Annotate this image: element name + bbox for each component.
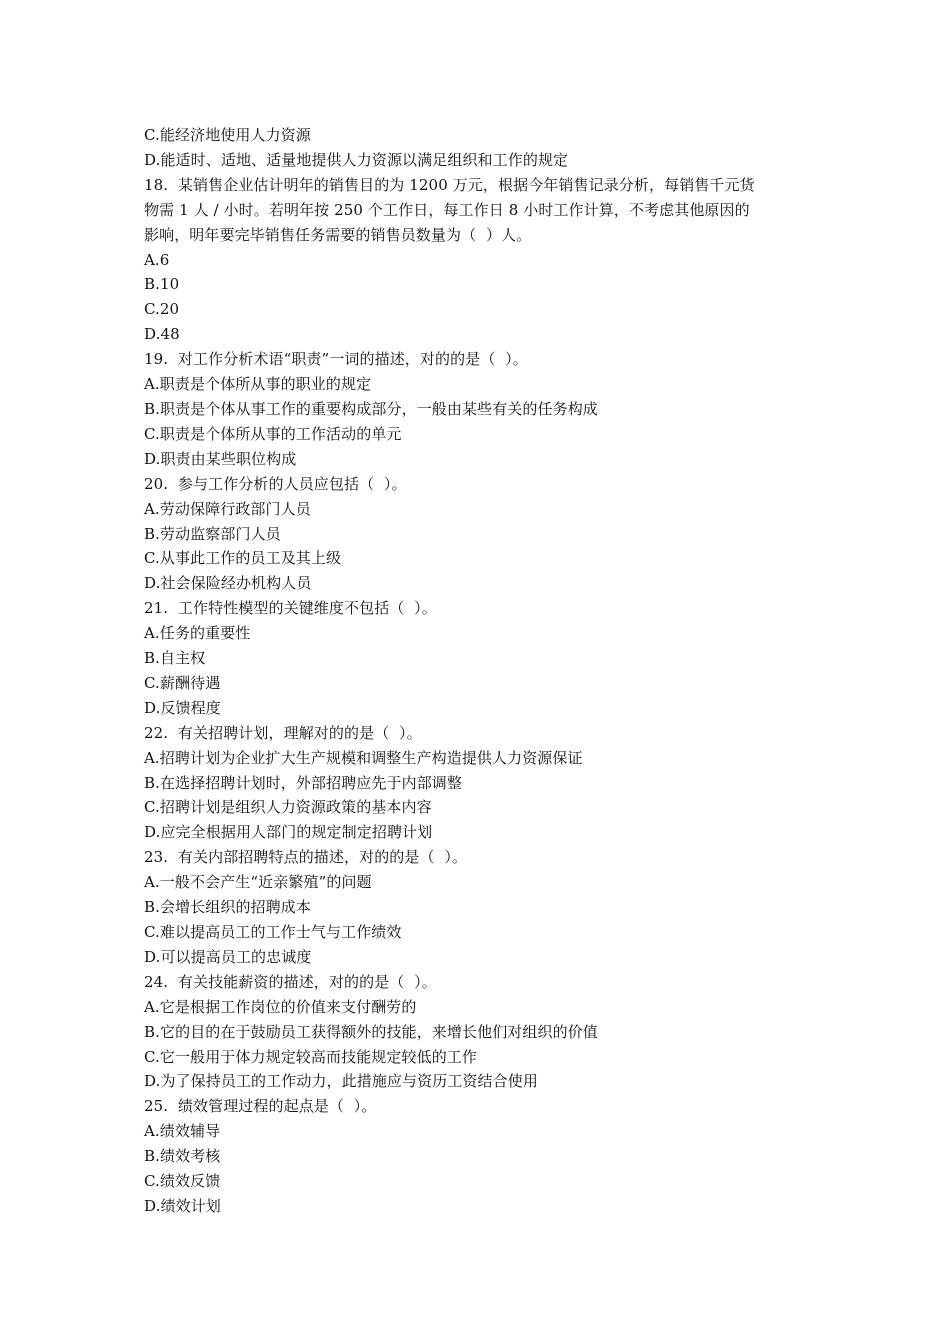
option-18d: D.48 <box>144 325 180 344</box>
question-19: 19. 对工作分析术语“职责”一词的描述，对的的是（ ）。 <box>144 350 528 369</box>
option-23d: D.可以提高员工的忠诚度 <box>144 947 312 966</box>
option-22d: D.应完全根据用人部门的规定制定招聘计划 <box>144 823 433 842</box>
option-23b: B.会增长组织的招聘成本 <box>144 898 311 917</box>
option-19b: B.职责是个体从事工作的重要构成部分，一般由某些有关的任务构成 <box>144 399 598 418</box>
option-18b: B.10 <box>144 275 180 294</box>
option-20b: B.劳动监察部门人员 <box>144 524 281 543</box>
option-17c: C.能经济地使用人力资源 <box>144 126 311 144</box>
option-21c: C.薪酬待遇 <box>144 673 221 692</box>
option-25a: A.绩效辅导 <box>144 1122 221 1141</box>
option-24b: B.它的目的在于鼓励员工获得额外的技能，来增长他们对组织的价值 <box>144 1022 598 1041</box>
option-24a: A.它是根据工作岗位的价值来支付酬劳的 <box>144 997 417 1016</box>
question-25: 25. 绩效管理过程的起点是（ ）。 <box>144 1097 377 1116</box>
option-19d: D.职责由某些职位构成 <box>144 449 297 468</box>
option-19c: C.职责是个体所从事的工作活动的单元 <box>144 424 402 443</box>
question-23: 23. 有关内部招聘特点的描述，对的的是（ ）。 <box>144 848 468 867</box>
option-25d: D.绩效计划 <box>144 1196 221 1215</box>
question-22: 22. 有关招聘计划，理解对的的是（ ）。 <box>144 723 422 742</box>
option-22b: B.在选择招聘计划时，外部招聘应先于内部调整 <box>144 773 462 792</box>
option-22a: A.招聘计划为企业扩大生产规模和调整生产构造提供人力资源保证 <box>144 748 583 767</box>
question-24: 24. 有关技能薪资的描述，对的的是（ ）。 <box>144 972 437 991</box>
option-20d: D.社会保险经办机构人员 <box>144 574 312 593</box>
question-20: 20. 参与工作分析的人员应包括（ ）。 <box>144 474 407 493</box>
option-18c: C.20 <box>144 300 180 319</box>
document-body <box>144 123 808 1219</box>
question-21: 21. 工作特性模型的关键维度不包括（ ）。 <box>144 599 437 618</box>
option-20a: A.劳动保障行政部门人员 <box>144 499 311 518</box>
option-22c: C.招聘计划是组织人力资源政策的基本内容 <box>144 798 432 817</box>
option-20c: C.从事此工作的员工及其上级 <box>144 549 342 568</box>
question-18-line-2: 物需 1 人 / 小时。若明年按 250 个工作日，每工作日 8 小时工作计算，不考虑其他原因的 <box>144 200 750 219</box>
question-18-line-3: 影响，明年要完毕销售任务需要的销售员数量为（ ）人。 <box>144 225 532 244</box>
option-21b: B.自主权 <box>144 649 206 668</box>
option-25c: C.绩效反馈 <box>144 1172 221 1191</box>
option-23c: C.难以提高员工的工作士气与工作绩效 <box>144 923 402 941</box>
option-25b: B.绩效考核 <box>144 1147 221 1166</box>
option-21d: D.反馈程度 <box>144 698 221 717</box>
option-17d: D.能适时、适地、适量地提供人力资源以满足组织和工作的规定 <box>144 150 569 169</box>
option-19a: A.职责是个体所从事的职业的规定 <box>144 375 372 394</box>
option-24c: C.它一般用于体力规定较高而技能规定较低的工作 <box>144 1047 478 1066</box>
question-18-line-1: 18. 某销售企业估计明年的销售目的为 1200 万元，根据今年销售记录分析，每销售千元货 <box>144 175 755 194</box>
option-18a: A.6 <box>144 250 170 269</box>
option-24d: D.为了保持员工的工作动力，此措施应与资历工资结合使用 <box>144 1072 538 1091</box>
option-23a: A.一般不会产生“近亲繁殖”的问题 <box>144 873 372 892</box>
option-21a: A.任务的重要性 <box>144 624 251 643</box>
